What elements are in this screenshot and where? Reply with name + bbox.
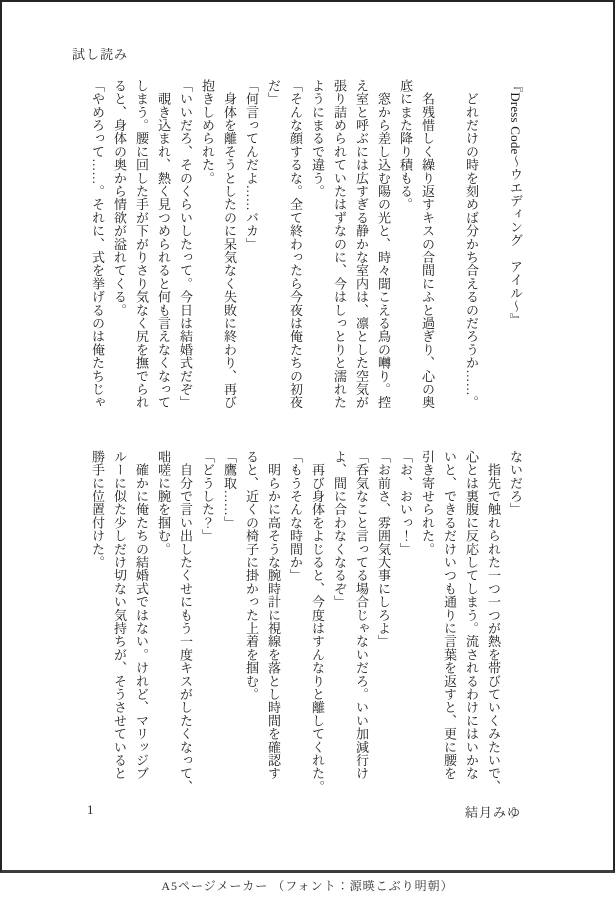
page-number: 1 (87, 802, 94, 817)
text-column: 「いいだろ、そのくらいしたって。今日は結婚式だぞ」 (178, 79, 193, 409)
preview-label: 試し読み (72, 47, 129, 62)
text-column: 自分で言い出したくせにもう一度キスがしたくなって、 (178, 450, 193, 794)
text-column: 指先で触れられた一つ一つが熱を帯びていくみたいで、 (486, 450, 501, 794)
text-column: 「どうした？」 (200, 450, 215, 543)
text-column: 覗き込まれ、熱く見つめられると何も言えなくなって (156, 79, 171, 409)
text-column: 心とは裏腹に反応してしまう。流されるわけにはいかな (464, 450, 479, 780)
text-column (482, 79, 504, 422)
text-column: だ」 (266, 79, 281, 106)
text-column: 「そんな顔するな。全て終わったら今夜は俺たちの初夜 (288, 79, 303, 409)
text-column: 「何言ってんだよ……バカ」 (244, 79, 259, 251)
vertical-text-block-upper (86, 79, 526, 422)
text-column: ないだろ」 (508, 450, 523, 516)
text-column (438, 79, 460, 422)
text-column: ルーに似た少しだけ切ない気持ちが、そうさせていると (112, 450, 127, 780)
text-column: 明らかに高そうな腕時計に視線を落とし時間を確認す (266, 450, 281, 780)
text-column: ると、近くの椅子に掛かった上着を掴む。 (244, 450, 259, 701)
text-column: え室と呼ぶには広すぎる静かな室内は、凛とした空気が (354, 79, 369, 409)
text-column: 底にまた降り積もる。 (398, 79, 413, 211)
text-column: 「呑気なこと言ってる場合じゃないだろ。いい加減行け (354, 450, 369, 780)
text-column: 「もうそんな時間か」 (288, 450, 303, 582)
text-column: 抱きしめられた。 (200, 79, 215, 185)
text-column: 咄嗟に腕を掴む。 (156, 450, 171, 556)
text-column: 名残惜しく繰り返すキスの合間にふと過ぎり、心の奥 (420, 79, 435, 409)
text-column: 張り詰められていたはずなのに、今はしっとりと濡れた (332, 79, 347, 409)
text-column: 「鷹取……」 (222, 450, 237, 530)
text-column: ると、身体の奥から情欲が溢れてくる。 (112, 79, 127, 317)
generator-caption: A5ページメーカー （フォント：源暎こぶり明朝） (161, 879, 454, 893)
text-column: 勝手に位置付けた。 (90, 450, 105, 569)
text-column: 「やめろって……。それに、式を挙げるのは俺たちじゃ (90, 79, 105, 409)
text-column: よ、間に合わなくなるぞ」 (332, 450, 347, 609)
author-name: 結月みゆ (464, 805, 521, 820)
text-column: 再び身体をよじると、今度はすんなりと離してくれた。 (310, 450, 325, 794)
text-column: 『Dress Code〜ウエディング アイル〜』 (508, 79, 523, 327)
text-column: いと、できるだけいつも通りに言葉を返すと、更に腰を (442, 450, 457, 780)
text-column: どれだけの時を刻めば分かち合えるのだろうか……。 (464, 79, 479, 409)
text-column: 引き寄せられた。 (420, 450, 435, 556)
vertical-text-block-lower (86, 450, 526, 793)
text-column: ようにまるで違う。 (310, 79, 325, 198)
text-column: 確かに俺たちの結婚式ではない。けれど、マリッジブ (134, 450, 149, 780)
text-column: 身体を離そうとしたのに呆気なく失敗に終わり、再び (222, 79, 237, 409)
text-column: しまう。腰に回した手が下がりさり気なく尻を撫でられ (134, 79, 149, 409)
text-column: 「お、おいっ！」 (398, 450, 413, 556)
text-column: 窓から差し込む陽の光と、時々聞こえる鳥の囀り。控 (376, 79, 391, 409)
text-column: 「お前さ、雰囲気大事にしろよ」 (376, 450, 391, 648)
